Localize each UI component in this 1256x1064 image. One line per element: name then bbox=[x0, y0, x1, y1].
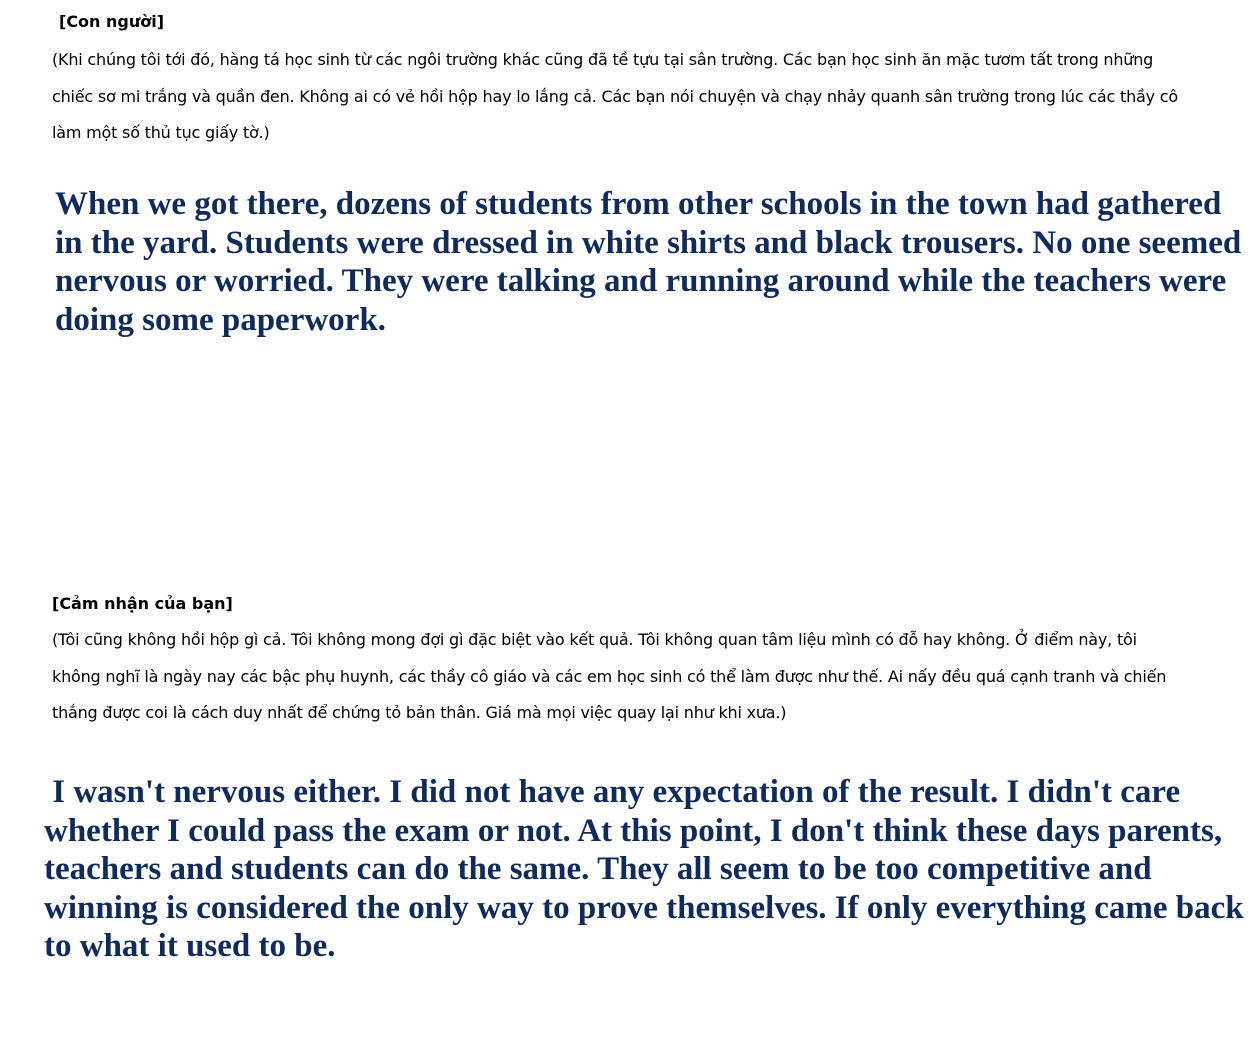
english-paragraph-feelings: I wasn't nervous either. I did not have any expectation of the result. I didn't care whether I could pass the exam or not. At this point, I don't think these days parents, teachers and students can do the same. They all seem to be too competitive and winning is considered the only way to prove themselves. If only everything came back to what it used to be. bbox=[44, 774, 1252, 964]
section-heading-people: [Con người] bbox=[59, 12, 165, 31]
vietnamese-translation-feelings: (Tôi cũng không hồi hộp gì cả. Tôi không mong đợi gì đặc biệt vào kết quả. Tôi không quan tâm liệu mình có đỗ hay không. Ở điểm này, tôi không nghĩ là ngày nay các bậc phụ huynh, các thầy cô giáo và các em học sinh có thể làm được như thế. Ai nấy đều quá cạnh tranh và chiến thắng được coi là cách duy nhất để chứng tỏ bản thân. Giá mà mọi việc quay lại như khi xưa.) bbox=[52, 630, 1167, 722]
section-heading-feelings: [Cảm nhận của bạn] bbox=[52, 594, 233, 613]
english-paragraph-people: When we got there, dozens of students from other schools in the town had gathered in the yard. Students were dressed in white shirts and black trousers. No one seemed nervous or worried. They were talking and running around while the teachers were doing some paperwork. bbox=[55, 186, 1242, 338]
vietnamese-translation-people: (Khi chúng tôi tới đó, hàng tá học sinh từ các ngôi trường khác cũng đã tề tựu tại sân trường. Các bạn học sinh ăn mặc tươm tất trong những chiếc sơ mi trắng và quần đen. Không ai có vẻ hồi hộp hay lo lắng cả. Các bạn nói chuyện và chạy nhảy quanh sân trường trong lúc các thầy cô làm một số thủ tục giấy tờ.) bbox=[52, 50, 1178, 142]
